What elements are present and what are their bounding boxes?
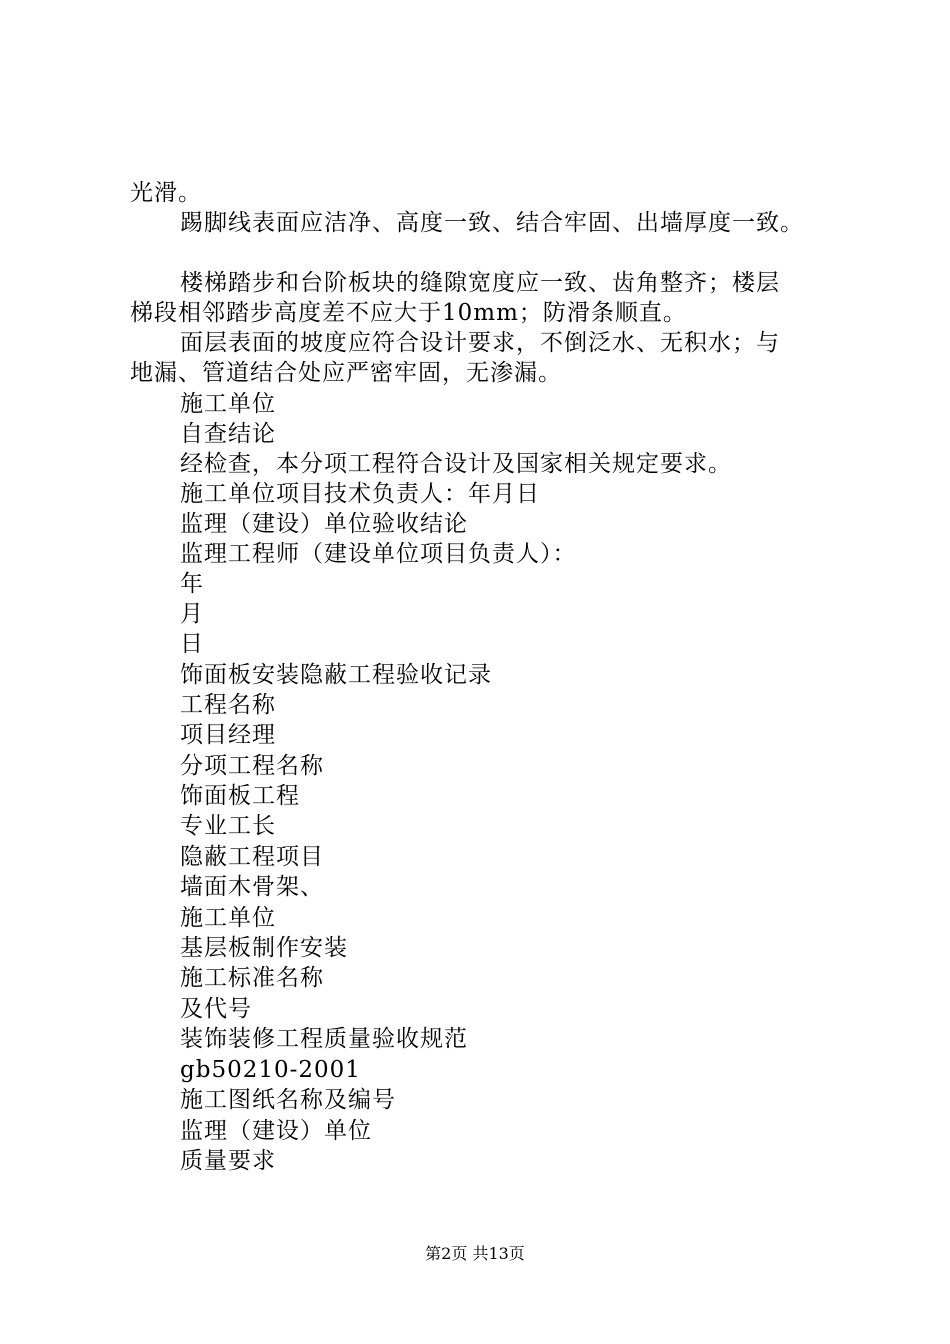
text-line: 年 <box>180 571 204 597</box>
text-line: 墙面木骨架、 <box>180 874 324 900</box>
text-line: 隐蔽工程项目 <box>180 844 324 870</box>
text-line: 地漏、管道结合处应严密牢固，无渗漏。 <box>130 360 562 386</box>
text-line: 月 <box>180 601 204 627</box>
text-line: 施工图纸名称及编号 <box>180 1087 396 1113</box>
text-line: 工程名称 <box>180 692 276 718</box>
text-line: 质量要求 <box>180 1148 276 1174</box>
page-number-footer: 第2页 共13页 <box>425 1244 525 1263</box>
text-line: 经检查，本分项工程符合设计及国家相关规定要求。 <box>180 451 732 477</box>
text-line: 饰面板工程 <box>180 783 300 809</box>
text-line: 光滑。 <box>130 180 202 206</box>
text-line: 项目经理 <box>180 722 276 748</box>
text-line: 监理工程师（建设单位项目负责人）： <box>180 541 577 567</box>
text-line: 楼梯踏步和台阶板块的缝隙宽度应一致、齿角整齐；楼层 <box>180 270 780 296</box>
text-line: 饰面板安装隐蔽工程验收记录 <box>180 662 492 688</box>
text-line: 分项工程名称 <box>180 753 324 779</box>
text-line: 及代号 <box>180 996 252 1022</box>
text-line: 专业工长 <box>180 813 276 839</box>
text-line: 踢脚线表面应洁净、高度一致、结合牢固、出墙厚度一致。 <box>180 210 804 236</box>
text-line: gb50210-2001 <box>180 1057 361 1083</box>
text-line: 日 <box>180 631 204 657</box>
text-line: 自查结论 <box>180 421 276 447</box>
text-line: 监理（建设）单位 <box>180 1118 372 1144</box>
text-line: 装饰装修工程质量验收规范 <box>180 1026 468 1052</box>
text-line: 基层板制作安装 <box>180 935 348 961</box>
text-line: 施工标准名称 <box>180 965 324 991</box>
text-line: 面层表面的坡度应符合设计要求，不倒泛水、无积水；与 <box>180 330 780 356</box>
text-line: 监理（建设）单位验收结论 <box>180 511 468 537</box>
text-line: 施工单位项目技术负责人：年月日 <box>180 481 540 507</box>
text-line: 梯段相邻踏步高度差不应大于10mm；防滑条顺直。 <box>130 300 687 326</box>
text-line: 施工单位 <box>180 905 276 931</box>
text-line: 施工单位 <box>180 391 276 417</box>
